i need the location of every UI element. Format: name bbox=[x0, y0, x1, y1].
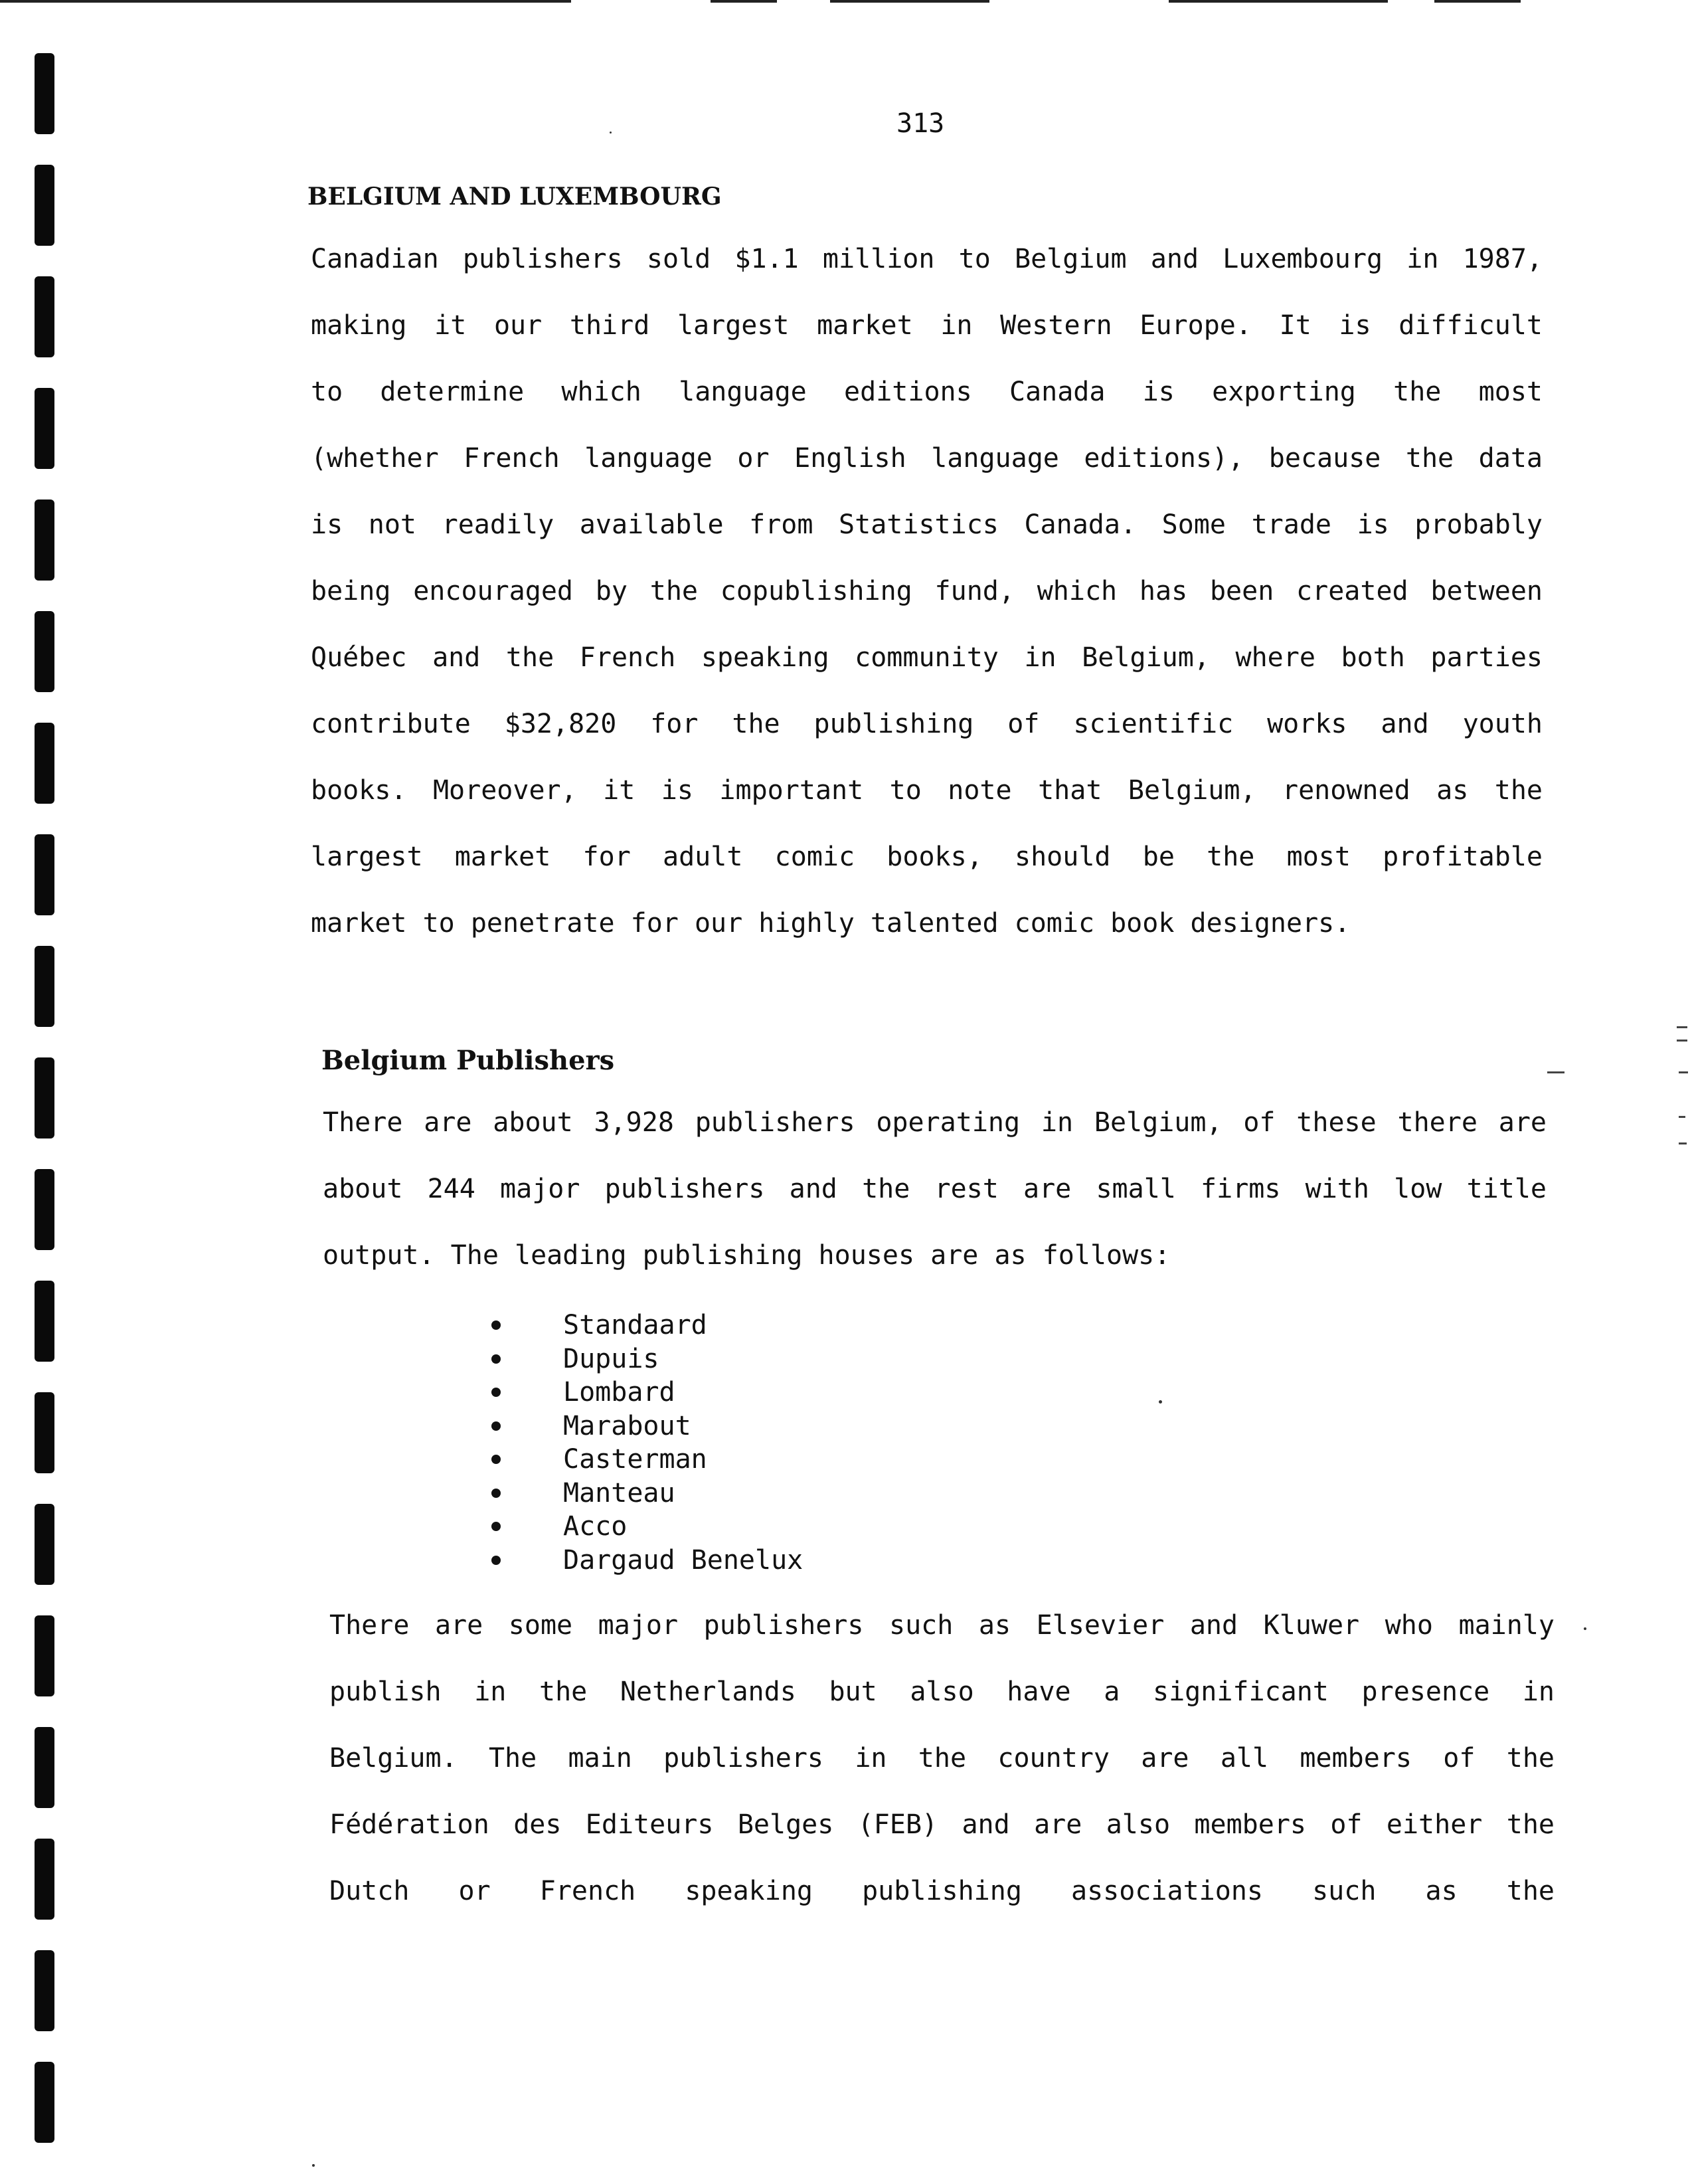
text-line: (whether French language or English language editions), because the data bbox=[311, 443, 1543, 474]
publisher-name: Marabout bbox=[563, 1410, 691, 1441]
paragraph-publishers-closing bbox=[329, 1592, 1555, 1924]
text-line: Québec and the French speaking community in Belgium, where both parties bbox=[311, 642, 1543, 673]
publisher-name: Dupuis bbox=[563, 1343, 659, 1374]
publisher-name: Standaard bbox=[563, 1310, 707, 1341]
text-line: to determine which language editions Canada is exporting the most bbox=[311, 377, 1543, 407]
bullet-icon bbox=[491, 1388, 501, 1397]
text-line: publish in the Netherlands but also have a significant presence in bbox=[329, 1677, 1555, 1707]
top-rule bbox=[1169, 0, 1388, 3]
binding-mark bbox=[35, 2062, 54, 2143]
top-rule bbox=[711, 0, 777, 3]
binding-mark bbox=[35, 723, 54, 804]
scan-dash bbox=[1677, 1040, 1687, 1042]
binding-mark bbox=[35, 1057, 54, 1138]
bullet-icon bbox=[491, 1320, 501, 1330]
scan-dash bbox=[1677, 1026, 1687, 1028]
publisher-list bbox=[491, 1309, 803, 1577]
bullet-icon bbox=[491, 1556, 501, 1565]
binding-mark bbox=[35, 1392, 54, 1473]
binding-mark bbox=[35, 1839, 54, 1920]
bullet-icon bbox=[491, 1489, 501, 1498]
text-line: There are some major publishers such as Elsevier and Kluwer who mainly bbox=[329, 1610, 1555, 1641]
scan-speck bbox=[610, 132, 612, 134]
bullet-icon bbox=[491, 1354, 501, 1364]
bullet-icon bbox=[491, 1455, 501, 1464]
text-line: There are about 3,928 publishers operating in Belgium, of these there are bbox=[323, 1107, 1547, 1138]
paragraph-belgium-luxembourg bbox=[311, 226, 1543, 956]
text-line: books. Moreover, it is important to note that Belgium, renowned as the bbox=[311, 775, 1543, 806]
publisher-name: Casterman bbox=[563, 1444, 707, 1475]
binding-mark bbox=[35, 165, 54, 246]
list-item bbox=[491, 1309, 803, 1342]
text-line: Dutch or French speaking publishing associations such as the bbox=[329, 1876, 1555, 1906]
top-rule bbox=[0, 0, 571, 3]
publisher-name: Dargaud Benelux bbox=[563, 1544, 803, 1576]
text-line: largest market for adult comic books, should be the most profitable bbox=[311, 842, 1543, 872]
text-line: is not readily available from Statistics Canada. Some trade is probably bbox=[311, 509, 1543, 540]
section-heading-belgium-luxembourg: BELGIUM AND LUXEMBOURG bbox=[307, 183, 722, 211]
scan-dash bbox=[1679, 1116, 1685, 1118]
text-line: being encouraged by the copublishing fund, which has been created between bbox=[311, 576, 1543, 606]
binding-mark bbox=[35, 53, 54, 134]
binding-mark bbox=[35, 1504, 54, 1585]
text-line: making it our third largest market in Western Europe. It is difficult bbox=[311, 310, 1543, 341]
publisher-name: Manteau bbox=[563, 1477, 675, 1508]
text-line: Belgium. The main publishers in the country are all members of the bbox=[329, 1743, 1555, 1774]
list-item bbox=[491, 1376, 803, 1410]
text-line: Canadian publishers sold $1.1 million to Belgium and Luxembourg in 1987, bbox=[311, 244, 1543, 274]
binding-mark bbox=[35, 611, 54, 692]
scan-dash bbox=[1679, 1142, 1687, 1144]
scan-speck bbox=[312, 2164, 315, 2167]
scan-speck bbox=[1584, 1627, 1586, 1630]
section-heading-belgium-publishers: Belgium Publishers bbox=[321, 1045, 615, 1076]
binding-mark bbox=[35, 1950, 54, 2031]
binding-mark bbox=[35, 1169, 54, 1250]
scan-dash bbox=[1679, 1071, 1688, 1073]
binding-mark bbox=[35, 388, 54, 469]
bullet-icon bbox=[491, 1522, 501, 1531]
binding-mark bbox=[35, 1727, 54, 1808]
binding-mark bbox=[35, 834, 54, 915]
list-item bbox=[491, 1443, 803, 1477]
page-number: 313 bbox=[896, 108, 945, 139]
scan-dash bbox=[1547, 1071, 1564, 1073]
binding-mark bbox=[35, 1615, 54, 1696]
binding-marks bbox=[35, 40, 61, 2165]
top-rule bbox=[1434, 0, 1521, 3]
binding-mark bbox=[35, 500, 54, 581]
scan-speck bbox=[1159, 1400, 1162, 1404]
list-item bbox=[491, 1477, 803, 1510]
list-item bbox=[491, 1544, 803, 1578]
paragraph-publishers-intro bbox=[323, 1089, 1547, 1289]
binding-mark bbox=[35, 946, 54, 1027]
bullet-icon bbox=[491, 1421, 501, 1431]
text-line: market to penetrate for our highly talented comic book designers. bbox=[311, 908, 1351, 939]
binding-mark bbox=[35, 1281, 54, 1362]
list-item bbox=[491, 1510, 803, 1544]
text-line: contribute $32,820 for the publishing of scientific works and youth bbox=[311, 709, 1543, 739]
publisher-name: Lombard bbox=[563, 1377, 675, 1408]
list-item bbox=[491, 1342, 803, 1376]
text-line: about 244 major publishers and the rest are small firms with low title bbox=[323, 1174, 1547, 1204]
binding-mark bbox=[35, 276, 54, 357]
publisher-name: Acco bbox=[563, 1511, 628, 1542]
text-line: output. The leading publishing houses are as follows: bbox=[323, 1240, 1171, 1271]
text-line: Fédération des Editeurs Belges (FEB) and are also members of either the bbox=[329, 1809, 1555, 1840]
list-item bbox=[491, 1410, 803, 1443]
top-rule bbox=[830, 0, 989, 3]
